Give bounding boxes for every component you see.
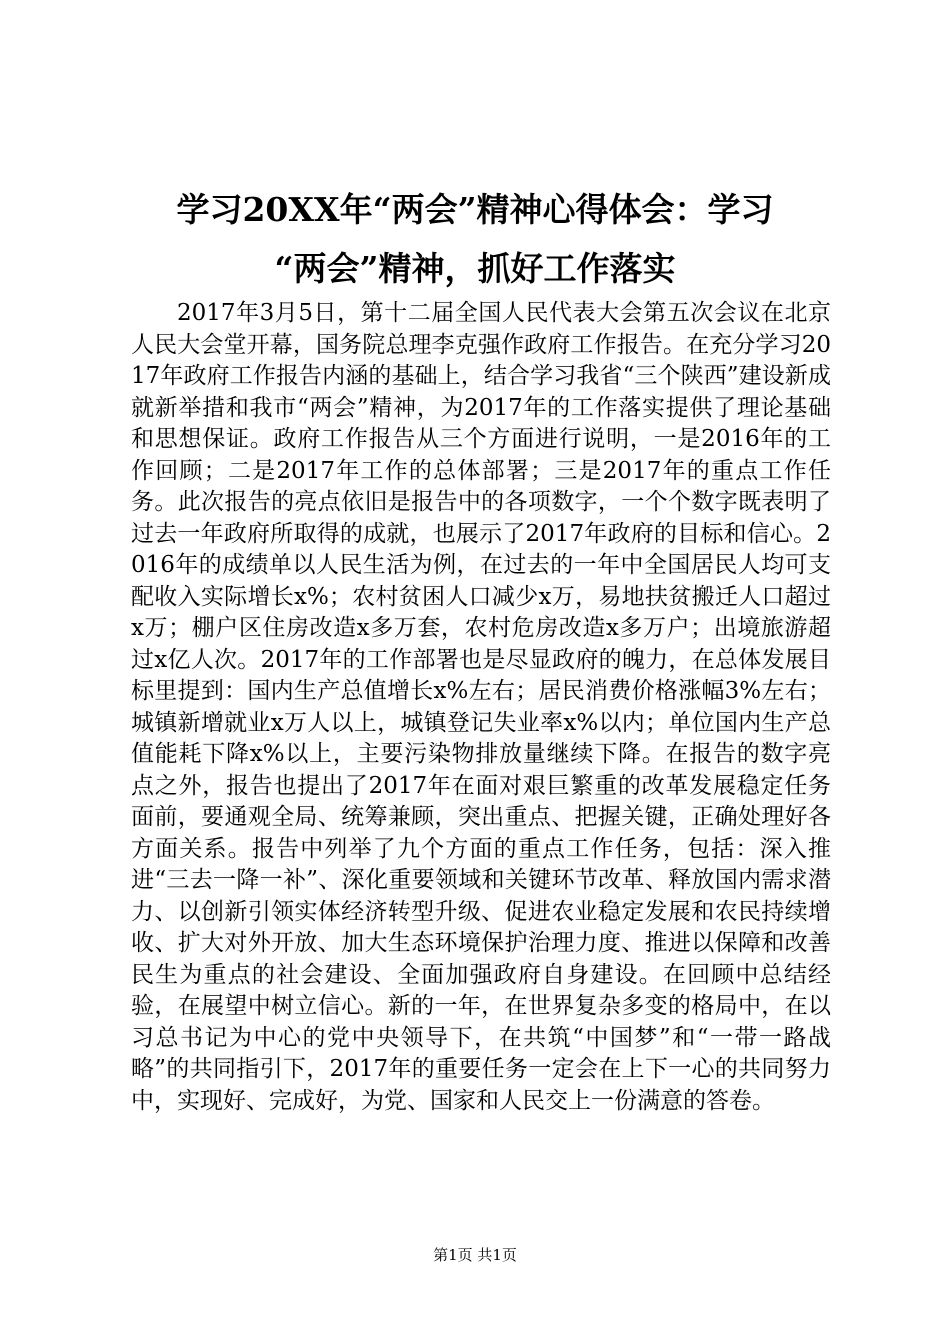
document-body-paragraph: 2017年3月5日，第十二届全国人民代表大会第五次会议在北京人民大会堂开幕，国务院总理李克强作政府工作报告。在充分学习2017年政府工作报告内涵的基础上，结合学习我省“三个陕西”建设新成就新举措和我市“两会”精神，为2017年的工作落实提供了理论基础和思想保证。政府工作报告从三个方面进行说明，一是2016年的工作回顾；二是2017年工作的总体部署；三是2017年的重点工作任务。此次报告的亮点依旧是报告中的各项数字，一个个数字既表明了过去一年政府所取得的成就，也展示了2017年政府的目标和信心。2016年的成绩单以人民生活为例，在过去的一年中全国居民人均可支配收入实际增长x%；农村贫困人口减少x万，易地扶贫搬迁人口超过x万；棚户区住房改造x多万套，农村危房改造x多万户；出境旅游超过x亿人次。2017年的工作部署也是尽显政府的魄力，在总体发展目标里提到：国内生产总值增长x%左右；居民消费价格涨幅3%左右；城镇新增就业x万人以上，城镇登记失业率x%以内；单位国内生产总值能耗下降x%以上，主要污染物排放量继续下降。在报告的数字亮点之外，报告也提出了2017年在面对艰巨繁重的改革发展稳定任务面前，要通观全局、统筹兼顾，突出重点、把握关键，正确处理好各方面关系。报告中列举了九个方面的重点工作任务，包括：深入推进“三去一降一补”、深化重要领域和关键环节改革、释放国内需求潜力、以创新引领实体经济转型升级、促进农业稳定发展和农民持续增收、扩大对外开放、加大生态环境保护治理力度、推进以保障和改善民生为重点的社会建设、全面加强政府自身建设。在回顾中总结经验，在展望中树立信心。新的一年，在世界复杂多变的格局中，在以习总书记为中心的党中央领导下，在共筑“中国梦”和“一带一路战略”的共同指引下，2017年的重要任务一定会在上下一心的共同努力中，实现好、完成好，为党、国家和人民交上一份满意的答卷。 (131, 300, 831, 1114)
document-title-line-2: “两会”精神，抓好工作落实 (274, 249, 676, 288)
page-footer: 第1页 共1页 (433, 1246, 517, 1264)
document-title-line-1: 学习20XX年“两会”精神心得体会：学习 (176, 190, 774, 229)
